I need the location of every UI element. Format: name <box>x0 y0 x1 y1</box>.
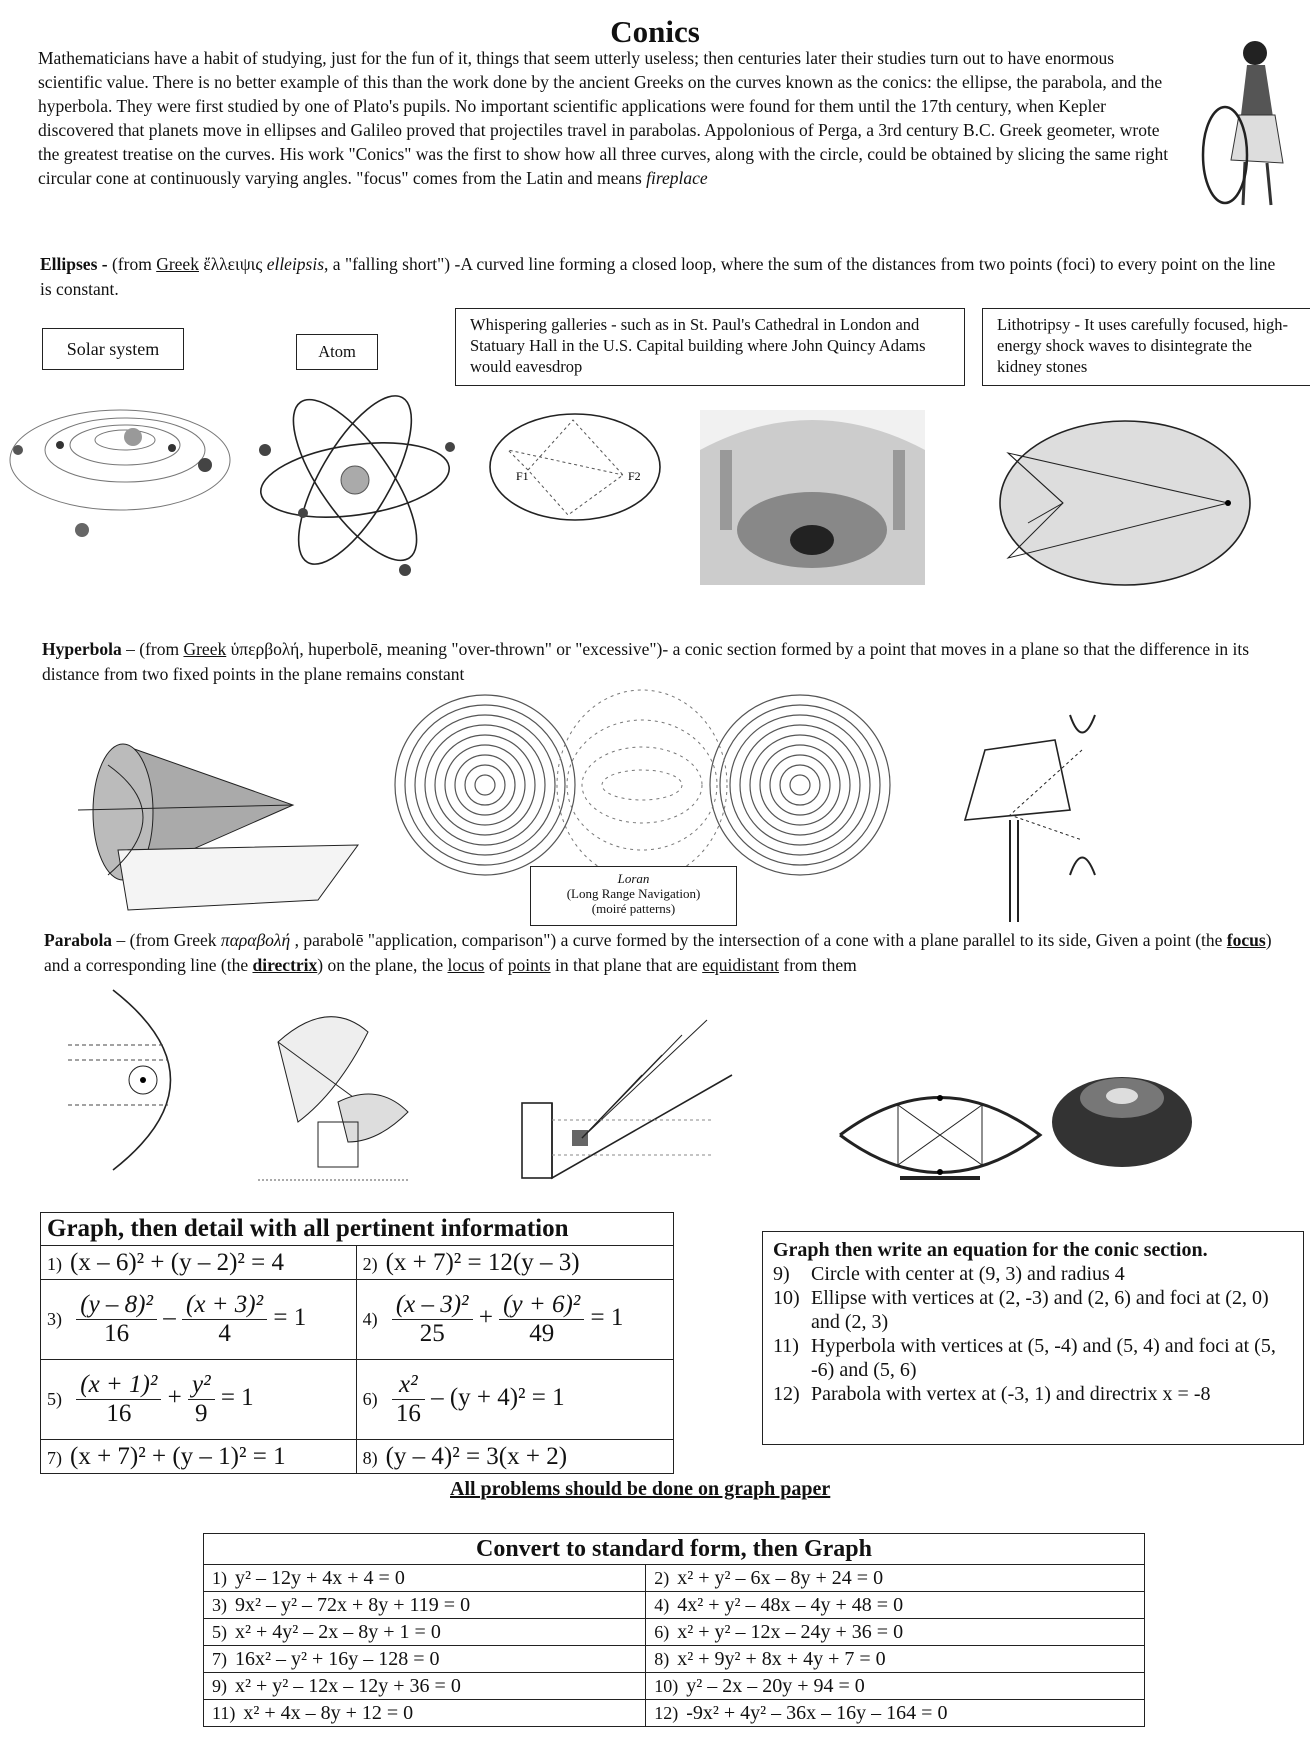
fraction <box>182 1291 267 1348</box>
parabolic-reflector-diagram <box>68 990 188 1170</box>
numerator: (x + 1)² <box>76 1371 161 1400</box>
item-number: 12) <box>773 1383 800 1405</box>
convert-problem-2 <box>646 1565 1145 1592</box>
cone-section-diagram <box>78 740 358 910</box>
lithotripsy-label: Lithotripsy - It uses carefully focused, high-energy shock waves to disintegrate the kidney stones <box>982 308 1310 386</box>
focus-label-1: F1 <box>516 469 529 483</box>
problem-equation: y² – 12y + 4x + 4 = 0 <box>235 1566 405 1589</box>
problem-number: 5) <box>47 1389 62 1410</box>
convert-problem-5 <box>204 1619 646 1646</box>
whispering-gallery-diagram <box>488 410 663 525</box>
problem-equation: x² + y² – 12x – 24y + 36 = 0 <box>677 1620 904 1643</box>
ellipses-translit: elleipsis <box>266 254 325 274</box>
problem-equation: (x + 7)² + (y – 1)² = 1 <box>70 1442 286 1470</box>
lithotripsy-diagram <box>998 418 1253 588</box>
parabola-directrix-link[interactable]: directrix <box>252 955 318 975</box>
problem-number: 7) <box>212 1648 227 1669</box>
convert-problem-12 <box>646 1700 1145 1727</box>
parabola-mid4: of <box>484 955 508 975</box>
item-number: 9) <box>773 1263 790 1285</box>
parabola-points-link[interactable]: points <box>507 955 551 975</box>
problem-equation: x² + y² – 12x – 12y + 36 = 0 <box>235 1674 461 1697</box>
problem-number: 6) <box>654 1621 670 1642</box>
problem-number: 10) <box>654 1675 679 1696</box>
rhs: = 1 <box>273 1304 307 1332</box>
graph-problem-7 <box>41 1440 357 1474</box>
hyperbola-pre: – (from <box>121 639 184 659</box>
problem-equation: 9x² – y² – 72x + 8y + 119 = 0 <box>235 1593 471 1616</box>
fraction <box>76 1291 157 1348</box>
problem-equation: (y – 4)² = 3(x + 2) <box>385 1442 568 1470</box>
parabola-equidistant-link[interactable]: equidistant <box>702 955 779 975</box>
write-item-12 <box>773 1382 1293 1406</box>
convert-table-header: Convert to standard form, then Graph <box>204 1534 1145 1565</box>
convert-table <box>203 1533 1145 1727</box>
ellipses-greek-link[interactable]: Greek <box>156 254 199 274</box>
graph-problem-1 <box>41 1246 357 1280</box>
problem-number: 1) <box>47 1253 62 1274</box>
write-equation-box <box>762 1231 1304 1445</box>
parabola-locus-link[interactable]: locus <box>447 955 485 975</box>
problem-equation: x² + 9y² + 8x + 4y + 7 = 0 <box>677 1647 886 1670</box>
item-number: 10) <box>773 1287 800 1309</box>
hyperbola-rest: ὑπερβολή, huperbolē, meaning "over-thrown" or "excessive")- a conic section formed by a point that moves in a plane so that the difference in its distance from two fixed points in the plane remains constant <box>42 639 1250 684</box>
solar-system-illustration <box>0 385 240 555</box>
convert-problem-1 <box>204 1565 646 1592</box>
parabola-mid3: ) on the plane, the <box>317 955 448 975</box>
hyperbola-greek-link[interactable]: Greek <box>183 639 227 659</box>
item-text: Circle with center at (9, 3) and radius 4 <box>811 1263 1125 1285</box>
parabola-focus-link[interactable]: focus <box>1226 930 1266 950</box>
solar-system-label: Solar system <box>42 328 184 370</box>
loran-label <box>530 866 737 926</box>
problem-number: 5) <box>212 1621 227 1642</box>
ellipses-greek-word: ἔλλειψις <box>198 254 267 274</box>
denominator: 16 <box>395 1400 421 1427</box>
intro-italic: fireplace <box>646 168 708 188</box>
hyperbola-term: Hyperbola <box>42 639 122 659</box>
problem-equation: (x – 6)² + (y – 2)² = 4 <box>70 1248 284 1276</box>
numerator: (x – 3)² <box>392 1291 473 1320</box>
problem-number: 3) <box>212 1594 227 1615</box>
problem-number: 11) <box>212 1702 236 1723</box>
fraction <box>188 1371 215 1428</box>
parabolic-dish-photo <box>1050 1060 1195 1170</box>
denominator: 49 <box>529 1320 555 1347</box>
problem-number: 12) <box>654 1702 679 1723</box>
problem-number: 4) <box>654 1594 670 1615</box>
problem-equation: x² + 4y² – 2x – 8y + 1 = 0 <box>235 1620 441 1643</box>
problem-number: 6) <box>362 1389 378 1410</box>
hyperbola-definition <box>42 637 1282 687</box>
numerator: (y + 6)² <box>499 1291 584 1320</box>
atom-illustration <box>255 385 465 585</box>
parabola-end: from them <box>779 955 857 975</box>
problem-number: 2) <box>362 1253 378 1274</box>
rhs: = 1 <box>590 1304 624 1332</box>
write-box-header: Graph then write an equation for the conic section. <box>773 1239 1208 1261</box>
item-text: Hyperbola with vertices at (5, -4) and (5, 4) and foci at (5, -6) and (5, 6) <box>811 1335 1276 1381</box>
fraction <box>76 1371 161 1428</box>
problem-equation: (x + 7)² = 12(y – 3) <box>385 1248 580 1276</box>
loran-line2: (moiré patterns) <box>591 901 676 916</box>
loran-title: Loran <box>617 871 650 886</box>
parabola-mid2: ) and a corresponding line (the <box>44 930 1272 975</box>
graph-paper-note: All problems should be done on graph paper <box>450 1478 831 1500</box>
convert-problem-8 <box>646 1646 1145 1673</box>
statuary-hall-photo <box>700 410 925 585</box>
fraction <box>499 1291 584 1348</box>
graph-problem-2 <box>356 1246 673 1280</box>
loran-line1: (Long Range Navigation) <box>566 886 701 901</box>
problem-number: 1) <box>212 1567 227 1588</box>
convert-problem-10 <box>646 1673 1145 1700</box>
graph-problem-8 <box>356 1440 673 1474</box>
focus-label-2: F2 <box>628 469 641 483</box>
write-item-11 <box>773 1334 1293 1382</box>
numerator: y² <box>188 1371 215 1400</box>
item-text: Parabola with vertex at (-3, 1) and directrix x = -8 <box>811 1383 1211 1405</box>
intro-paragraph <box>38 46 1178 190</box>
problem-equation: 16x² – y² + 16y – 128 = 0 <box>235 1647 440 1670</box>
convert-problem-11 <box>204 1700 646 1727</box>
ellipses-definition <box>40 252 1280 302</box>
denominator: 4 <box>218 1320 231 1347</box>
problem-number: 3) <box>47 1309 62 1330</box>
ellipses-rest: , a "falling short") -A curved line forming a closed loop, where the sum of the distances from two points (foci) to every point on the line is constant. <box>40 254 1276 299</box>
parabola-pre: – (from Greek <box>112 930 221 950</box>
page-title: Conics <box>610 14 700 49</box>
atom-label: Atom <box>296 334 378 370</box>
fraction <box>392 1291 473 1348</box>
ellipses-pre: (from <box>111 254 157 274</box>
denominator: 16 <box>106 1400 132 1427</box>
lampshade-hyperbola-diagram <box>950 710 1130 925</box>
graph-problem-3 <box>41 1280 357 1360</box>
problem-number: 8) <box>654 1648 670 1669</box>
numerator: (x + 3)² <box>182 1291 267 1320</box>
parabola-mid5: in that plane that are <box>550 955 703 975</box>
convert-problem-7 <box>204 1646 646 1673</box>
parabola-term: Parabola <box>44 930 113 950</box>
write-item-9 <box>773 1262 1293 1286</box>
problem-number: 2) <box>654 1567 670 1588</box>
radio-telescope-illustration <box>258 1002 418 1182</box>
operator: – <box>163 1304 176 1332</box>
fraction <box>392 1371 425 1428</box>
elliptical-reflector-diagram <box>840 1090 1040 1180</box>
ellipses-term: Ellipses - <box>40 254 112 274</box>
convert-problem-3 <box>204 1592 646 1619</box>
problem-number: 7) <box>47 1447 62 1468</box>
graph-problem-6 <box>356 1360 673 1440</box>
problem-number: 8) <box>362 1447 378 1468</box>
problem-equation: 4x² + y² – 48x – 4y + 48 = 0 <box>677 1593 904 1616</box>
operator: + <box>478 1304 493 1332</box>
convert-problem-6 <box>646 1619 1145 1646</box>
graph-problem-4 <box>356 1280 673 1360</box>
parabola-mid1: , parabolē "application, comparison") a curve formed by the intersection of a cone with a plane parallel to its side, Given a point (the <box>290 930 1227 950</box>
problem-number: 9) <box>212 1675 227 1696</box>
graph-table-header: Graph, then detail with all pertinent information <box>41 1213 674 1246</box>
graph-problems-table <box>40 1212 674 1474</box>
problem-equation: x² + y² – 6x – 8y + 24 = 0 <box>677 1566 884 1589</box>
problem-equation: x² + 4x – 8y + 12 = 0 <box>243 1701 414 1724</box>
convert-problem-9 <box>204 1673 646 1700</box>
numerator: (y – 8)² <box>76 1291 157 1320</box>
parabolic-trough-diagram <box>522 1015 752 1180</box>
problem-equation: -9x² + 4y² – 36x – 16y – 164 = 0 <box>686 1701 948 1724</box>
graph-problem-5 <box>41 1360 357 1440</box>
item-number: 11) <box>773 1335 799 1357</box>
denominator: 25 <box>419 1320 445 1347</box>
problem-equation: y² – 2x – 20y + 94 = 0 <box>686 1674 865 1697</box>
whispering-galleries-label: Whispering galleries - such as in St. Paul's Cathedral in London and Statuary Hall in the U.S. Capital building where John Quincy Adams would eavesdrop <box>455 308 965 386</box>
rhs: = 1 <box>220 1384 254 1412</box>
parabola-definition <box>44 928 1284 978</box>
equation-tail: – (y + 4)² = 1 <box>431 1384 565 1412</box>
numerator: x² <box>392 1371 425 1400</box>
parabola-greek-word: παραβολή <box>220 930 291 950</box>
denominator: 9 <box>195 1400 208 1427</box>
loran-moire-pattern <box>390 685 890 895</box>
operator: + <box>167 1384 182 1412</box>
intro-text: Mathematicians have a habit of studying, just for the fun of it, things that seem utterly useless; then centuries later their studies turn out to have enormous scientific value. There is no better example of this than the work done by the ancient Greeks on the curves known as the conics: the ellipse, the parabola, and the hyperbola. They were first studied by one of Plato's pupils. No important scientific applications were found for them until the 17th century, when Kepler discovered that planets move in ellipses and Galileo proved that projectiles travel in parabolas. Appolonious of Perga, a 3rd century B.C. Greek geometer, wrote the greatest treatise on the curves. His work "Conics" was the first to show how all three curves, along with the circle, could be obtained by slicing the same right circular cone at continuously varying angles. "focus" comes from the Latin and means <box>38 48 1169 188</box>
write-item-10 <box>773 1286 1293 1334</box>
convert-problem-4 <box>646 1592 1145 1619</box>
girl-hoop-illustration <box>1195 35 1305 215</box>
item-text: Ellipse with vertices at (2, -3) and (2, 6) and foci at (2, 0) and (2, 3) <box>811 1287 1269 1333</box>
denominator: 16 <box>104 1320 130 1347</box>
problem-number: 4) <box>362 1309 378 1330</box>
